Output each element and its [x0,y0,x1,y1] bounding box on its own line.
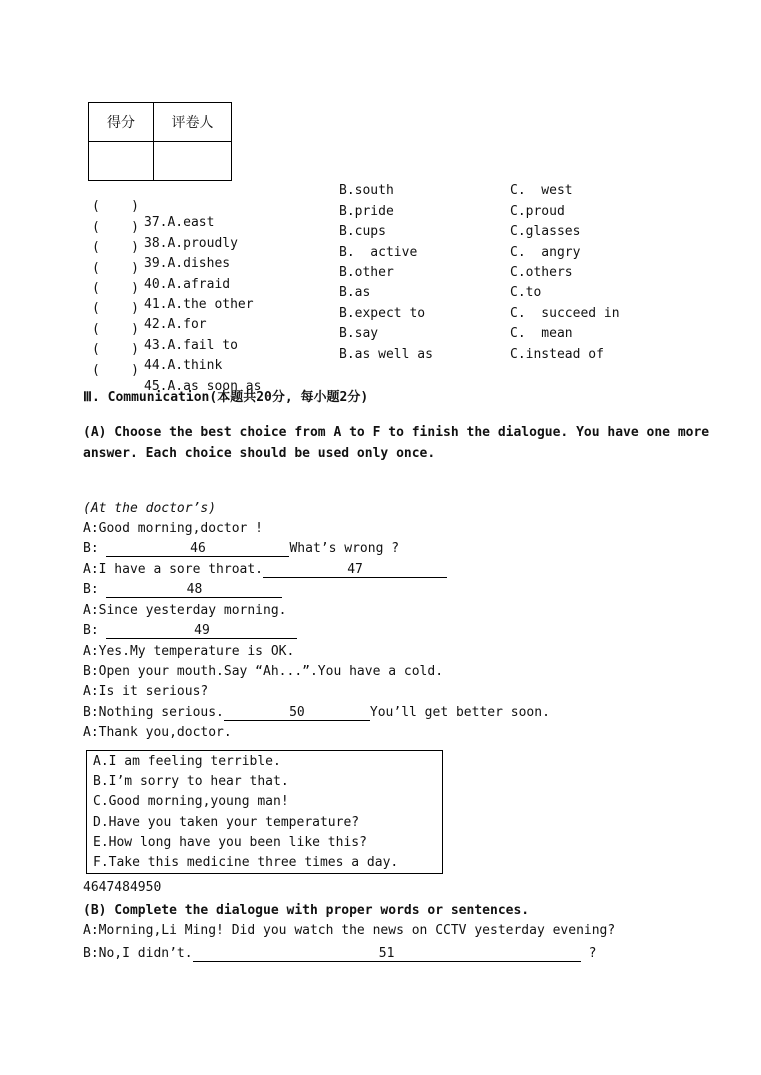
blank-46[interactable]: 46 [106,541,289,557]
option-c: C.to [510,285,542,300]
answer-numbers: 4647484950 [83,880,162,895]
option-a: 39.A.dishes [144,256,231,271]
answer-paren[interactable]: ( ) [92,363,139,378]
choice-item: A.I am feeling terrible. [93,754,281,769]
dialogue-line: A:Morning,Li Ming! Did you watch the news on CCTV yesterday evening? [83,923,616,938]
option-c: C. mean [510,326,573,341]
option-b: B. active [339,245,418,260]
blank-48[interactable]: 48 [106,582,282,598]
blank-50[interactable]: 50 [224,705,370,721]
dialogue-line: A:Since yesterday morning. [83,603,287,618]
option-a: 45.A.as soon as [144,379,262,394]
option-c: C.glasses [510,224,581,239]
grader-cell[interactable] [154,142,232,181]
dialogue-line: B:Open your mouth.Say “Ah...”.You have a cold. [83,664,444,679]
answer-paren[interactable]: ( ) [92,261,139,276]
option-c: C. west [510,183,573,198]
dialogue-line [83,946,596,962]
option-a: 42.A.for [144,317,207,332]
part-b-heading: (B) Complete the dialogue with proper words or sentences. [83,903,530,918]
speaker-prefix: B: [83,623,107,638]
part-a-instruction: (A) Choose the best choice from A to F to finish the dialogue. You have one more [83,425,710,440]
choice-item: B.I’m sorry to hear that. [93,774,289,789]
speaker-prefix: B: [83,582,107,597]
answer-paren[interactable]: ( ) [92,301,139,316]
dialogue-line: A:Good morning,doctor ! [83,521,264,536]
answer-paren[interactable]: ( ) [92,281,139,296]
dialogue-line [83,562,447,578]
option-b: B.other [339,265,394,280]
dialogue-line [83,582,282,598]
score-table [88,102,232,181]
answer-paren[interactable]: ( ) [92,199,139,214]
blank-51[interactable]: 51 [193,946,581,962]
option-b: B.cups [339,224,386,239]
option-b: B.as well as [339,347,433,362]
section-heading: Ⅲ. Communication(本题共20分, 每小题2分) [83,390,369,405]
score-header: 得分 [89,103,154,142]
option-c: C. angry [510,245,581,260]
option-a: 40.A.afraid [144,277,231,292]
answer-paren[interactable]: ( ) [92,322,139,337]
choice-item: E.How long have you been like this? [93,835,367,850]
option-b: B.south [339,183,394,198]
choice-item: D.Have you taken your temperature? [93,815,360,830]
line-prefix: B:No,I didn’t. [83,946,193,961]
option-b: B.say [339,326,379,341]
option-a: 41.A.the other [144,297,254,312]
dialogue-setting: (At the doctor’s) [83,501,217,516]
option-b: B.as [339,285,371,300]
choices-box [86,750,443,874]
part-a-instruction-cont: answer. Each choice should be used only once. [83,446,436,461]
line-suffix: What’s wrong ? [289,541,400,556]
dialogue-line: A:Thank you,doctor. [83,725,232,740]
answer-paren[interactable]: ( ) [92,342,139,357]
dialogue-line [83,541,399,557]
option-a: 44.A.think [144,358,223,373]
option-b: B.expect to [339,306,426,321]
blank-47[interactable]: 47 [263,562,447,578]
dialogue-line [83,623,297,639]
option-c: C.others [510,265,573,280]
option-c: C. succeed in [510,306,620,321]
dialogue-line [83,705,550,721]
answer-paren[interactable]: ( ) [92,220,139,235]
line-suffix: You’ll get better soon. [369,705,550,720]
line-prefix: B:Nothing serious. [83,705,224,720]
option-c: C.instead of [510,347,604,362]
grader-header: 评卷人 [154,103,232,142]
option-a: 37.A.east [144,215,215,230]
choice-item: C.Good morning,young man! [93,794,289,809]
option-c: C.proud [510,204,565,219]
blank-49[interactable]: 49 [106,623,297,639]
option-a: 38.A.proudly [144,236,238,251]
line-prefix: A:I have a sore throat. [83,562,264,577]
dialogue-line: A:Yes.My temperature is OK. [83,644,295,659]
dialogue-line: A:Is it serious? [83,684,209,699]
option-a: 43.A.fail to [144,338,238,353]
score-cell[interactable] [89,142,154,181]
option-b: B.pride [339,204,394,219]
choice-item: F.Take this medicine three times a day. [93,855,399,870]
line-suffix: ? [588,946,597,961]
answer-paren[interactable]: ( ) [92,240,139,255]
speaker-prefix: B: [83,541,107,556]
